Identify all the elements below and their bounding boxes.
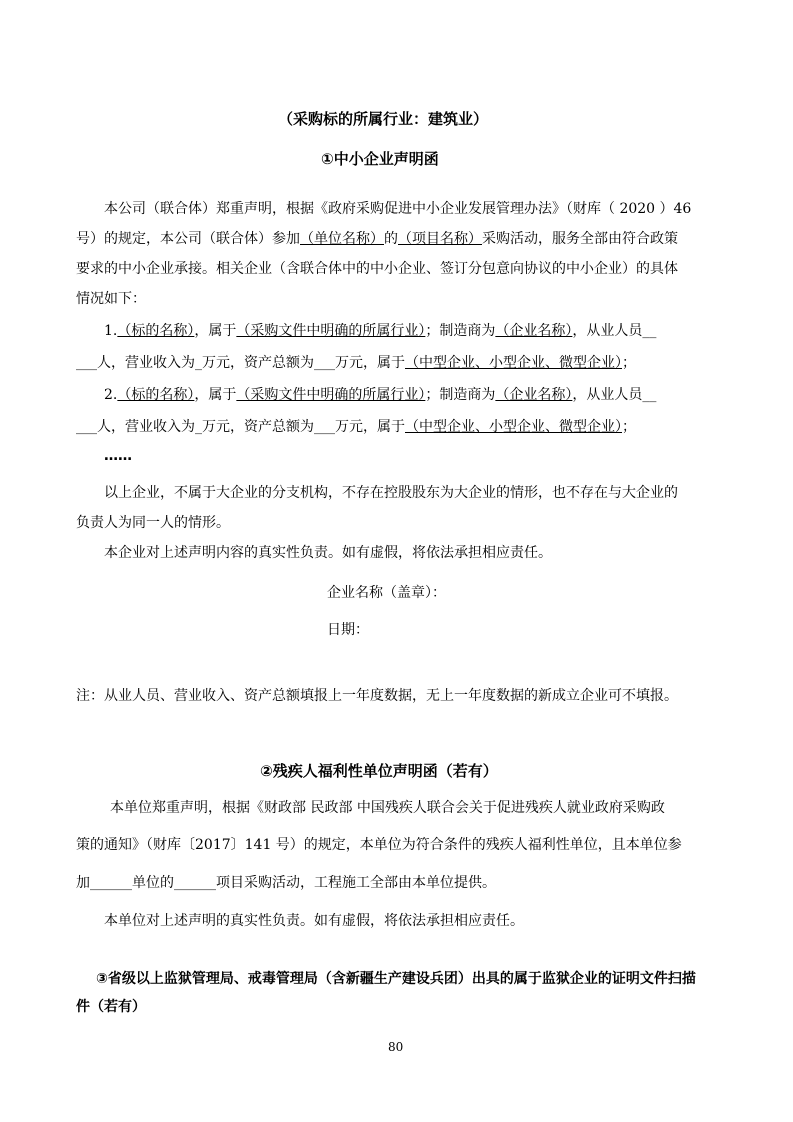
text: ；: [622, 419, 636, 435]
item-maker-field: （企业名称）: [495, 387, 573, 403]
page-number: 80: [388, 1040, 404, 1054]
section1-title: ①中小企业声明函: [321, 150, 439, 168]
item-1-line-1: [104, 320, 656, 340]
blank: __: [642, 323, 657, 339]
blank: ___: [76, 355, 97, 371]
text: ；制造商为: [425, 387, 496, 403]
s2-paragraph-line: 策的通知》（财库〔2017〕141 号）的规定，本单位为符合条件的残疾人福利性单位，且本单位参: [76, 837, 682, 853]
s2-paragraph-line: 本单位对上述声明的真实性负责。如有虚假，将依法承担相应责任。: [104, 913, 524, 929]
item-number: 1.: [104, 323, 118, 339]
text: 的: [384, 231, 398, 247]
section3-title-line-2: 件（若有）: [76, 999, 146, 1015]
item-size-field: （中型企业、小型企业、微型企业）: [405, 419, 622, 435]
blank: __: [642, 387, 657, 403]
text: 万元，属于: [335, 355, 405, 371]
blank: ___: [314, 419, 335, 435]
section3-title-line-1: ③省级以上监狱管理局、戒毒管理局（含新疆生产建设兵团）出具的属于监狱企业的证明文件扫描: [96, 971, 696, 987]
text: ；制造商为: [425, 323, 496, 339]
sign-company-label: 企业名称（盖章）：: [327, 585, 446, 601]
s1-paragraph-line: 以上企业，不属于大企业的分支机构，不存在控股股东为大企业的情形，也不存在与大企业的: [104, 485, 678, 501]
blank: ___: [314, 355, 335, 371]
text: ；: [622, 355, 636, 371]
note: 注：从业人员、营业收入、资产总额填报上一年度数据，无上一年度数据的新成立企业可不填报。: [76, 688, 678, 704]
s2-paragraph-line: 加______单位的______项目采购活动，工程施工全部由本单位提供。: [76, 875, 496, 891]
item-industry-field: （采购文件中明确的所属行业）: [236, 323, 426, 339]
s1-paragraph-line: 情况如下：: [76, 291, 146, 307]
item-name-field: （标的名称）: [117, 323, 195, 339]
item-name-field: （标的名称）: [117, 387, 195, 403]
industry-title: （采购标的所属行业：建筑业）: [278, 110, 489, 128]
unit-name-field: （单位名称）: [300, 231, 384, 247]
section2-title: ②残疾人福利性单位声明函（若有）: [260, 762, 498, 780]
item-2-line-2: [76, 416, 636, 436]
text: ，从业人员: [572, 387, 643, 403]
item-industry-field: （采购文件中明确的所属行业）: [236, 387, 426, 403]
s2-paragraph-line: 本单位郑重声明，根据《财政部 民政部 中国残疾人联合会关于促进残疾人就业政府采购政: [110, 800, 665, 816]
text: 万元，资产总额为: [202, 419, 314, 435]
item-size-field: （中型企业、小型企业、微型企业）: [405, 355, 622, 371]
blank: _: [195, 355, 202, 371]
text: ，从业人员: [572, 323, 643, 339]
blank: _: [195, 419, 202, 435]
text: 人，营业收入为: [97, 355, 195, 371]
s1-paragraph-line: [76, 228, 678, 248]
text: 号）的规定，本公司（联合体）参加: [76, 231, 300, 247]
text: 采购活动，服务全部由符合政策: [482, 231, 678, 247]
item-1-line-2: [76, 352, 636, 372]
text: ，属于: [194, 323, 237, 339]
ellipsis: ……: [104, 448, 132, 464]
project-name-field: （项目名称）: [398, 231, 482, 247]
s1-paragraph-line: 本企业对上述声明内容的真实性负责。如有虚假，将依法承担相应责任。: [104, 545, 552, 561]
item-maker-field: （企业名称）: [495, 323, 573, 339]
s1-paragraph-line: 负责人为同一人的情形。: [76, 515, 230, 531]
s1-paragraph-line: 本公司（联合体）郑重声明，根据《政府采购促进中小企业发展管理办法》（财库（ 2020 ）46: [104, 201, 692, 217]
text: 万元，资产总额为: [202, 355, 314, 371]
s1-paragraph-line: 要求的中小企业承接。相关企业（含联合体中的中小企业、签订分包意向协议的中小企业）的具体: [76, 261, 678, 277]
item-number: 2.: [104, 387, 118, 403]
sign-date-label: 日期：: [327, 622, 369, 638]
text: 人，营业收入为: [97, 419, 195, 435]
text: ，属于: [194, 387, 237, 403]
item-2-line-1: [104, 384, 656, 404]
blank: ___: [76, 419, 97, 435]
text: 万元，属于: [335, 419, 405, 435]
